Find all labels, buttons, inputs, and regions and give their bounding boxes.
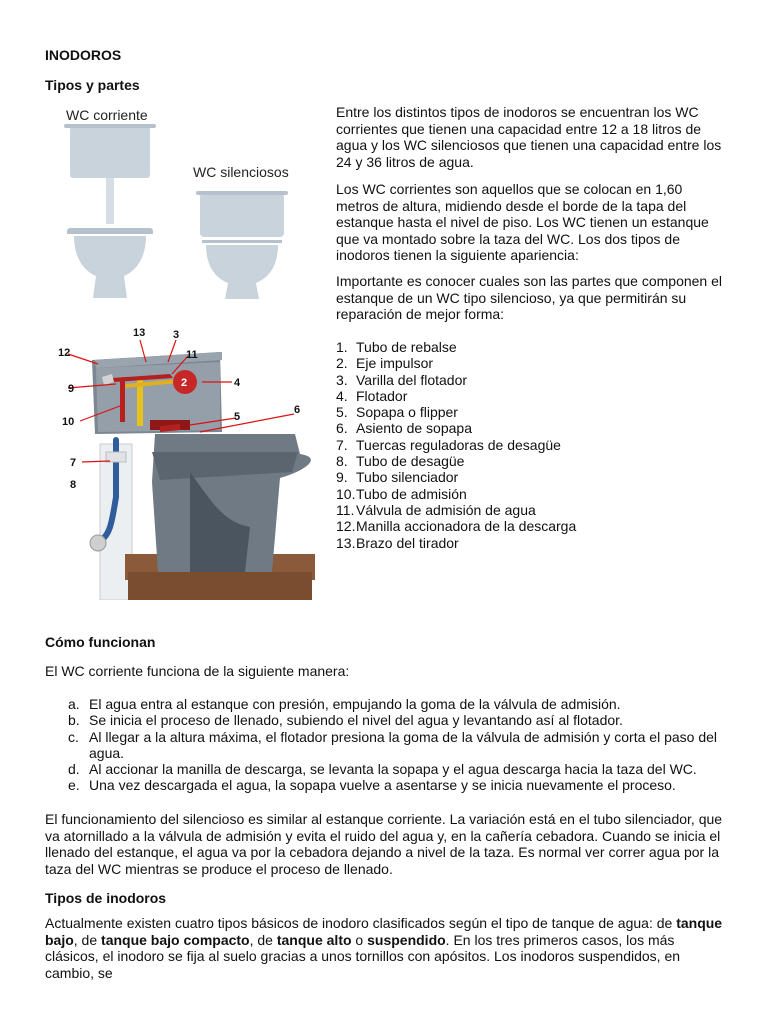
list-item: e. Una vez descargada el agua, la sopapa vuelve a asentarse y se inicia nuevamente el proceso. [68,777,676,794]
label-wc-silenciosos: WC silenciosos [193,164,289,180]
paragraph-tipos-inodoros: Actualmente existen cuatro tipos básicos de inodoro clasificados según el tipo de tanque de agua: de tanque bajo, de tanque bajo compacto, de tanque alto o suspendido. En los tres primeros casos, los más clásicos, el inodoro se fija al suelo gracias a unos tornillos con apósitos. Los inodoros suspendidos, en cambio, se [45,915,723,981]
paragraph-capacity: Entre los distintos tipos de inodoros se encuentran los WC corrientes que tienen una capacidad entre 12 a 18 litros de agua y los WC silenciosos que tienen una capacidad entre los 24 y 36 litros de agua. [336,104,722,170]
list-item: 1. Tubo de rebalse [336,339,457,355]
list-item: 9. Tubo silenciador [336,469,459,486]
list-item: 13. Brazo del tirador [336,534,459,551]
svg-text:11: 11 [186,349,198,361]
svg-text:7: 7 [70,457,77,469]
list-item: 10. Tubo de admisión [336,485,467,502]
list-item: 11. Válvula de admisión de agua [336,501,536,518]
svg-text:3: 3 [173,329,180,341]
svg-text:9: 9 [68,383,75,395]
page-title: INODOROS [45,47,122,63]
tank-cutaway-diagram [40,322,315,600]
steps-list [45,696,725,794]
paragraph-funcionamiento-intro: El WC corriente funciona de la siguiente manera: [45,663,350,679]
parts-list [336,339,736,551]
paragraph-corriente: Los WC corrientes son aquellos que se colocan en 1,60 metros de altura, midiendo desde el borde de la tapa del estanque hasta el nivel de piso. Los WC tienen un estanque que va montado sobre la taza del WC. Los dos tipos de inodoros tienen la siguiente apariencia: [336,181,709,263]
svg-text:12: 12 [58,347,71,359]
paragraph-silencioso: El funcionamiento del silencioso es similar al estanque corriente. La variación está en el tubo silenciador, que va atornillado a la válvula de admisión y evita el ruido del agua y, en la cañería cebadora. Cuando se inicia el llenado del estanque, el agua va por la cebadora dejando a nivel de la taza. Es normal ver correr agua por la taza del WC mientras se produce el proceso de llenado. [45,811,723,877]
label-wc-corriente: WC corriente [66,107,148,123]
list-item: 8. Tubo de desagüe [336,453,465,470]
wc-silencioso-silhouette [196,191,288,299]
svg-text:13: 13 [133,327,146,339]
list-item: 2. Eje impulsor [336,355,434,372]
svg-text:10: 10 [62,416,75,428]
list-item: a. El agua entra al estanque con presión, empujando la goma de la válvula de admisión. [68,696,621,712]
svg-text:8: 8 [70,479,77,491]
list-item: 12. Manilla accionadora de la descarga [336,518,577,535]
section-heading-como-funcionan: Cómo funcionan [45,634,156,650]
wc-corriente-silhouette [64,124,156,298]
svg-text:6: 6 [294,404,301,416]
list-item: c. Al llegar a la altura máxima, el flotador presiona la goma de la válvula de admisión y corta el paso del agua. [68,728,718,761]
svg-text:4: 4 [234,377,241,389]
paragraph-parts-intro: Importante es conocer cuales son las partes que componen el estanque de un WC tipo silencioso, ya que permitirán su reparación de mejor forma: [336,273,723,322]
list-item: d. Al accionar la manilla de descarga, se levanta la sopapa y el agua descarga hacia la taza del WC. [68,761,697,778]
svg-text:2: 2 [181,377,188,389]
list-item: 4. Flotador [336,387,408,404]
toilet-types-figure [40,100,300,305]
section-heading-tipos-inodoros: Tipos de inodoros [45,890,167,906]
svg-text:5: 5 [234,411,241,423]
section-heading-tipos-partes: Tipos y partes [45,77,140,93]
list-item: b. Se inicia el proceso de llenado, subiendo el nivel del agua y levantando así al flotador. [68,712,623,729]
list-item: 5. Sopapa o flipper [336,404,458,421]
list-item: 6. Asiento de sopapa [336,420,472,437]
list-item: 7. Tuercas reguladoras de desagüe [336,436,561,453]
list-item: 3. Varilla del flotador [336,371,468,388]
